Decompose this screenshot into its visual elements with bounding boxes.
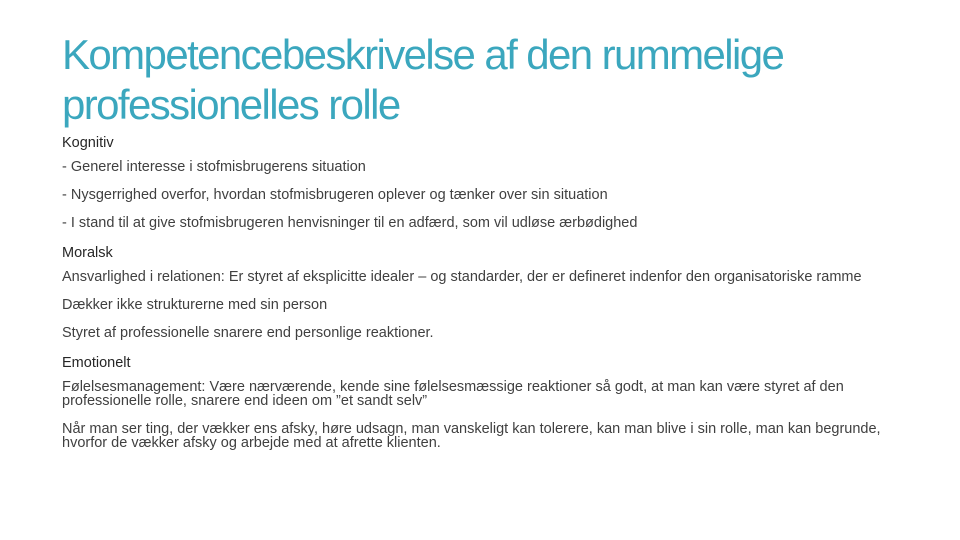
- moralsk-line-3: Styret af professionelle snarere end personlige reaktioner.: [62, 325, 434, 341]
- emotionelt-line-1: Følelsesmanagement: Være nærværende, kende sine følelsesmæssige reaktioner så godt, at man kan være styret af den professionelle rolle, snarere end ideen om ”et sandt selv”: [62, 379, 844, 409]
- section-heading-emotionelt: Emotionelt: [62, 355, 131, 371]
- slide-body: [62, 134, 892, 464]
- slide-title: Kompetencebeskrivelse af den rummelige professionelles rolle: [62, 31, 784, 128]
- section-heading-moralsk: Moralsk: [62, 245, 113, 261]
- kognitiv-line-3: - I stand til at give stofmisbrugeren henvisninger til en adfærd, som vil udløse ærbødighed: [62, 215, 638, 231]
- moralsk-line-2: Dækker ikke strukturerne med sin person: [62, 297, 328, 313]
- kognitiv-line-1: - Generel interesse i stofmisbrugerens situation: [62, 159, 366, 175]
- kognitiv-line-2: - Nysgerrighed overfor, hvordan stofmisbrugeren oplever og tænker over sin situation: [62, 187, 608, 203]
- section-heading-kognitiv: Kognitiv: [62, 135, 114, 151]
- emotionelt-line-2: Når man ser ting, der vækker ens afsky, høre udsagn, man vanskeligt kan tolerere, kan man blive i sin rolle, man kan begrunde, hvorfor de vækker afsky og arbejde med at afrette klienten.: [62, 421, 881, 451]
- moralsk-line-1: Ansvarlighed i relationen: Er styret af eksplicitte idealer – og standarder, der er defineret indenfor den organisatoriske ramme: [62, 269, 862, 285]
